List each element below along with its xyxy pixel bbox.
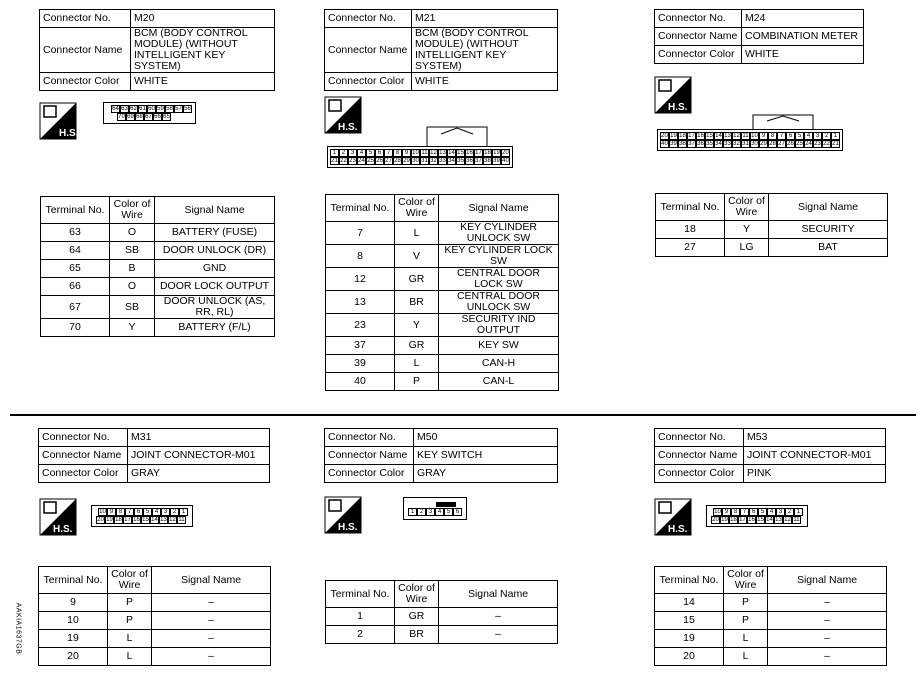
signal-name: BATTERY (F/L) — [155, 319, 275, 337]
connector-pin: 37 — [688, 141, 695, 147]
connector-pin: 15 — [142, 517, 149, 523]
connector-pin: 33 — [724, 141, 731, 147]
harness-side-icon — [655, 77, 691, 113]
connector-pin: 63 — [121, 106, 128, 112]
wire-color: GR — [395, 608, 439, 626]
connector-pin: 12 — [733, 133, 740, 139]
terminal-table-m50: Terminal No. Color of Wire Signal Name 1 GR – 2 BR – — [325, 580, 558, 644]
terminal-no: 8 — [326, 245, 395, 268]
signal-name: KEY CYLINDER UNLOCK SW — [439, 222, 559, 245]
wire-color: L — [108, 630, 152, 648]
connector-pin: 27 — [385, 158, 392, 164]
connector-pin: 15 — [457, 150, 464, 156]
table-row — [41, 242, 275, 260]
connector-pin: 34 — [715, 141, 722, 147]
connector-pin: 16 — [748, 517, 755, 523]
signal-name: CAN-L — [439, 373, 559, 391]
wire-color: Y — [725, 221, 769, 239]
connector-pin: 21 — [832, 141, 839, 147]
connector-pin: 4 — [804, 132, 813, 140]
signal-name: BATTERY (FUSE) — [155, 224, 275, 242]
connector-pin: 1 — [794, 508, 803, 516]
signal-name: BAT — [769, 239, 888, 257]
terminal-table-m20: Terminal No. Color of Wire Signal Name 63 O BATTERY (FUSE) 64 SB DOOR UNLOCK (DR) 65 B GND 66 O DOOR LOCK OUTPUT 67 SB DOOR UNLOCK (AS, RR, RL) 70 Y BATTERY (F/L) — [40, 196, 275, 337]
connector-pin: 62 — [130, 106, 137, 112]
connector-pin: 36 — [466, 158, 473, 164]
terminal-no: 27 — [656, 239, 725, 257]
signal-name: – — [152, 630, 271, 648]
terminal-no: 70 — [41, 319, 110, 337]
wire-color: GR — [395, 268, 439, 291]
connector-pin: 32 — [430, 158, 437, 164]
connector-pin: 4 — [152, 508, 161, 516]
signal-name: SECURITY — [769, 221, 888, 239]
connector-pin: 5 — [795, 132, 804, 140]
table-row — [41, 319, 275, 337]
terminal-no: 37 — [326, 337, 395, 355]
connector-pin: 15 — [706, 133, 713, 139]
signal-name: KEY SW — [439, 337, 559, 355]
wire-color: L — [395, 355, 439, 373]
connector-pin: 6 — [375, 149, 384, 157]
connector-pin: 25 — [367, 158, 374, 164]
connector-pin: 17 — [688, 133, 695, 139]
connector-pin: 39 — [670, 141, 677, 147]
connector-pin: 38 — [679, 141, 686, 147]
connector-m31-face — [91, 505, 193, 527]
harness-side-icon — [655, 499, 691, 535]
connector-pin: 26 — [787, 141, 794, 147]
connector-pin: 16 — [697, 133, 704, 139]
connector-pin: 2 — [785, 508, 794, 516]
wire-color: P — [108, 612, 152, 630]
terminal-table-m21: Terminal No. Color of Wire Signal Name 7 L KEY CYLINDER UNLOCK SW 8 V KEY CYLINDER LOCK SW 12 GR CENTRAL DOOR LOCK SW 13 BR CENTRAL DOOR UNLOCK SW 23 Y SECURITY IND OUTPUT 37 GR KEY SW 39 L CAN-H 40 P CAN-L — [325, 194, 559, 391]
signal-name: – — [439, 608, 558, 626]
connector-pin: 68 — [136, 114, 143, 120]
connector-pin: 12 — [430, 150, 437, 156]
signal-name: – — [768, 648, 887, 666]
terminal-no: 39 — [326, 355, 395, 373]
harness-side-icon — [40, 499, 76, 535]
signal-name: GND — [155, 260, 275, 278]
table-row — [326, 222, 559, 245]
connector-pin: 29 — [760, 141, 767, 147]
signal-name: – — [768, 630, 887, 648]
table-row — [326, 268, 559, 291]
connector-pin: 19 — [106, 517, 113, 523]
connector-pin: 32 — [733, 141, 740, 147]
terminal-table-m31: Terminal No. Color of Wire Signal Name 9 P – 10 P – 19 L – 20 L – — [38, 566, 271, 666]
wire-color: B — [110, 260, 155, 278]
svg-text:H.S.: H.S. — [53, 524, 73, 535]
connector-pin: 39 — [493, 158, 500, 164]
table-row — [326, 314, 559, 337]
connector-pin: 13 — [775, 517, 782, 523]
connector-pin: 36 — [697, 141, 704, 147]
terminal-no: 66 — [41, 278, 110, 296]
connector-pin: 18 — [115, 517, 122, 523]
signal-name: KEY CYLINDER LOCK SW — [439, 245, 559, 268]
connector-pin: 16 — [466, 150, 473, 156]
terminal-no: 13 — [326, 291, 395, 314]
connector-pin: 12 — [169, 517, 176, 523]
connector-pin: 3 — [348, 149, 357, 157]
table-row — [39, 612, 271, 630]
connector-pin: 2 — [417, 508, 426, 516]
connector-m50-info: Connector No. M50 Connector Name KEY SWITCH Connector Color GRAY — [324, 428, 558, 483]
connector-pin: 30 — [412, 158, 419, 164]
connector-pin: 7 — [384, 149, 393, 157]
connector-pin: 14 — [766, 517, 773, 523]
signal-name: SECURITY IND OUTPUT — [439, 314, 559, 337]
connector-pin: 6 — [749, 508, 758, 516]
table-row — [655, 594, 887, 612]
connector-pin: 1 — [179, 508, 188, 516]
connector-pin: 11 — [178, 517, 185, 523]
connector-pin: 20 — [661, 133, 668, 139]
signal-name: DOOR UNLOCK (AS, RR, RL) — [155, 296, 275, 319]
connector-m20-face — [103, 102, 196, 124]
connector-pin: 28 — [769, 141, 776, 147]
table-row — [326, 245, 559, 268]
connector-pin: 20 — [712, 517, 719, 523]
connector-pin: 6 — [453, 508, 462, 516]
terminal-table-m53: Terminal No. Color of Wire Signal Name 14 P – 15 P – 19 L – 20 L – — [654, 566, 887, 666]
connector-pin: 69 — [127, 114, 134, 120]
signal-name: – — [152, 612, 271, 630]
signal-name: CENTRAL DOOR LOCK SW — [439, 268, 559, 291]
wire-color: L — [395, 222, 439, 245]
connector-pin: 24 — [358, 158, 365, 164]
connector-pin: 20 — [502, 150, 509, 156]
connector-pin: 13 — [160, 517, 167, 523]
connector-pin: 3 — [776, 508, 785, 516]
terminal-no: 64 — [41, 242, 110, 260]
connector-pin: 14 — [151, 517, 158, 523]
wire-color: BR — [395, 291, 439, 314]
table-row — [655, 630, 887, 648]
table-row — [655, 648, 887, 666]
connector-pin: 8 — [393, 149, 402, 157]
connector-pin: 57 — [175, 106, 182, 112]
connector-pin: 20 — [97, 517, 104, 523]
table-row — [39, 630, 271, 648]
connector-pin: 18 — [730, 517, 737, 523]
connector-pin: 59 — [157, 106, 164, 112]
connector-pin: 24 — [805, 141, 812, 147]
svg-text:H.S.: H.S. — [338, 522, 358, 533]
section-divider — [10, 414, 916, 416]
connector-pin: 9 — [402, 149, 411, 157]
connector-pin: 4 — [357, 149, 366, 157]
connector-m21-info: Connector No. M21 Connector Name BCM (BODY CONTROL MODULE) (WITHOUT INTELLIGENT KEY SYSTEM) Connector Color WHITE — [324, 9, 558, 91]
terminal-no: 14 — [655, 594, 724, 612]
terminal-no: 19 — [655, 630, 724, 648]
terminal-no: 12 — [326, 268, 395, 291]
wire-color: L — [724, 648, 768, 666]
wire-color: L — [108, 648, 152, 666]
wire-color: Y — [395, 314, 439, 337]
connector-pin: 7 — [740, 508, 749, 516]
connector-pin: 5 — [758, 508, 767, 516]
connector-pin: 66 — [154, 114, 161, 120]
wire-color: O — [110, 278, 155, 296]
connector-pin: 8 — [116, 508, 125, 516]
table-row — [41, 278, 275, 296]
connector-pin: 29 — [403, 158, 410, 164]
connector-pin: 70 — [118, 114, 125, 120]
terminal-no: 23 — [326, 314, 395, 337]
connector-pin: 65 — [163, 114, 170, 120]
terminal-table-m24: Terminal No. Color of Wire Signal Name 18 Y SECURITY 27 LG BAT — [655, 193, 888, 257]
connector-pin: 58 — [166, 106, 173, 112]
connector-m20-info: Connector No. M20 Connector Name BCM (BODY CONTROL MODULE) (WITHOUT INTELLIGENT KEY SYSTEM) Connector Color WHITE — [39, 9, 275, 91]
connector-pin: 17 — [475, 150, 482, 156]
svg-text:H.S.: H.S. — [668, 524, 688, 535]
connector-pin: 10 — [99, 509, 106, 515]
terminal-no: 2 — [326, 626, 395, 644]
table-row — [326, 608, 558, 626]
connector-pin: 26 — [376, 158, 383, 164]
connector-pin: 61 — [139, 106, 146, 112]
connector-pin: 23 — [814, 141, 821, 147]
terminal-no: 19 — [39, 630, 108, 648]
terminal-no: 1 — [326, 608, 395, 626]
harness-side-icon — [40, 103, 79, 139]
connector-pin: 19 — [493, 150, 500, 156]
harness-side-icon — [325, 97, 361, 133]
table-row — [39, 594, 271, 612]
connector-pin: 12 — [784, 517, 791, 523]
connector-pin: 23 — [349, 158, 356, 164]
connector-pin: 8 — [731, 508, 740, 516]
wire-color: O — [110, 224, 155, 242]
connector-pin: 14 — [715, 133, 722, 139]
table-row — [655, 612, 887, 630]
terminal-no: 15 — [655, 612, 724, 630]
table-row — [326, 355, 559, 373]
connector-m21-face — [327, 146, 513, 168]
connector-pin: 37 — [475, 158, 482, 164]
table-row — [41, 296, 275, 319]
connector-pin: 13 — [439, 150, 446, 156]
connector-pin: 2 — [822, 132, 831, 140]
terminal-no: 63 — [41, 224, 110, 242]
wire-color: P — [395, 373, 439, 391]
signal-name: – — [152, 594, 271, 612]
terminal-no: 65 — [41, 260, 110, 278]
connector-pin: 33 — [439, 158, 446, 164]
connector-m24-info: Connector No. M24 Connector Name COMBINATION METER Connector Color WHITE — [654, 9, 864, 64]
signal-name: DOOR UNLOCK (DR) — [155, 242, 275, 260]
connector-name-value: BCM (BODY CONTROL MODULE) (WITHOUT INTELLIGENT KEY SYSTEM) — [131, 28, 275, 73]
connector-color-value: WHITE — [131, 73, 275, 91]
connector-pin: 11 — [793, 517, 800, 523]
connector-pin: 5 — [366, 149, 375, 157]
connector-pin: 10 — [714, 509, 721, 515]
connector-pin: 18 — [679, 133, 686, 139]
connector-pin: 19 — [670, 133, 677, 139]
signal-name: CAN-H — [439, 355, 559, 373]
connector-pin: 3 — [426, 508, 435, 516]
connector-m53-info: Connector No. M53 Connector Name JOINT CONNECTOR-M01 Connector Color PINK — [654, 428, 886, 483]
connector-pin: 40 — [502, 158, 509, 164]
connector-pin: 5 — [143, 508, 152, 516]
connector-pin: 10 — [412, 150, 419, 156]
connector-no-value: M20 — [131, 10, 275, 28]
connector-pin: 19 — [721, 517, 728, 523]
connector-pin: 2 — [170, 508, 179, 516]
connector-pin: 67 — [145, 114, 152, 120]
terminal-no: 20 — [655, 648, 724, 666]
svg-text:H.S.: H.S. — [668, 102, 688, 113]
wire-color: BR — [395, 626, 439, 644]
connector-pin: 13 — [724, 133, 731, 139]
connector-pin: 11 — [742, 133, 749, 139]
terminal-no: 20 — [39, 648, 108, 666]
connector-pin: 3 — [813, 132, 822, 140]
wire-color: SB — [110, 296, 155, 319]
table-row — [41, 224, 275, 242]
connector-pin: 34 — [448, 158, 455, 164]
wire-color: P — [108, 594, 152, 612]
wire-color: LG — [725, 239, 769, 257]
connector-m31-info: Connector No. M31 Connector Name JOINT CONNECTOR-M01 Connector Color GRAY — [38, 428, 270, 483]
connector-pin: 9 — [722, 508, 731, 516]
wire-color: V — [395, 245, 439, 268]
wire-color: L — [724, 630, 768, 648]
terminal-no: 7 — [326, 222, 395, 245]
connector-pin: 40 — [661, 141, 668, 147]
connector-pin: 22 — [340, 158, 347, 164]
connector-pin: 8 — [768, 132, 777, 140]
table-row — [326, 337, 559, 355]
table-row — [656, 221, 888, 239]
terminal-no: 10 — [39, 612, 108, 630]
connector-pin: 10 — [751, 133, 758, 139]
table-row — [41, 260, 275, 278]
connector-pin: 4 — [767, 508, 776, 516]
connector-pin: 11 — [421, 150, 428, 156]
connector-pin: 2 — [339, 149, 348, 157]
connector-pin: 16 — [133, 517, 140, 523]
table-row — [326, 626, 558, 644]
wire-color: SB — [110, 242, 155, 260]
connector-pin: 1 — [831, 132, 840, 140]
connector-pin: 21 — [331, 158, 338, 164]
connector-pin: 31 — [742, 141, 749, 147]
wire-color: P — [724, 612, 768, 630]
connector-pin: 3 — [161, 508, 170, 516]
terminal-no: 18 — [656, 221, 725, 239]
connector-pin: 9 — [759, 132, 768, 140]
connector-pin: 35 — [457, 158, 464, 164]
svg-text:H.S.: H.S. — [59, 128, 79, 139]
wire-color: GR — [395, 337, 439, 355]
connector-m53-face — [706, 505, 808, 527]
connector-pin: 4 — [435, 508, 444, 516]
connector-pin: 17 — [124, 517, 131, 523]
wire-color: Y — [110, 319, 155, 337]
signal-name: DOOR LOCK OUTPUT — [155, 278, 275, 296]
signal-name: – — [439, 626, 558, 644]
terminal-no: 9 — [39, 594, 108, 612]
connector-m24-face — [657, 129, 843, 151]
figure-code: AAKIA1637GB — [14, 602, 22, 655]
connector-pin: 1 — [330, 149, 339, 157]
connector-pin: 56 — [184, 106, 191, 112]
connector-pin: 9 — [107, 508, 116, 516]
connector-pin: 22 — [823, 141, 830, 147]
svg-text:H.S.: H.S. — [338, 122, 358, 133]
signal-name: – — [768, 612, 887, 630]
connector-pin: 60 — [148, 106, 155, 112]
table-row — [326, 291, 559, 314]
connector-pin: 17 — [739, 517, 746, 523]
connector-m50-face — [403, 497, 467, 520]
connector-pin: 6 — [134, 508, 143, 516]
connector-pin: 18 — [484, 150, 491, 156]
connector-pin: 6 — [786, 132, 795, 140]
connector-pin: 5 — [444, 508, 453, 516]
wire-color: P — [724, 594, 768, 612]
connector-pin: 7 — [777, 132, 786, 140]
connector-pin: 25 — [796, 141, 803, 147]
table-row — [656, 239, 888, 257]
connector-pin: 64 — [112, 106, 119, 112]
connector-pin: 28 — [394, 158, 401, 164]
terminal-no: 67 — [41, 296, 110, 319]
connector-pin: 38 — [484, 158, 491, 164]
connector-pin: 1 — [408, 508, 417, 516]
connector-pin: 7 — [125, 508, 134, 516]
table-row — [326, 373, 559, 391]
connector-pin: 31 — [421, 158, 428, 164]
signal-name: – — [768, 594, 887, 612]
connector-pin: 15 — [757, 517, 764, 523]
harness-side-icon — [325, 497, 361, 533]
connector-pin: 27 — [778, 141, 785, 147]
connector-pin: 35 — [706, 141, 713, 147]
connector-pin: 14 — [448, 150, 455, 156]
signal-name: – — [152, 648, 271, 666]
signal-name: CENTRAL DOOR UNLOCK SW — [439, 291, 559, 314]
terminal-no: 40 — [326, 373, 395, 391]
table-row — [39, 648, 271, 666]
connector-pin: 30 — [751, 141, 758, 147]
